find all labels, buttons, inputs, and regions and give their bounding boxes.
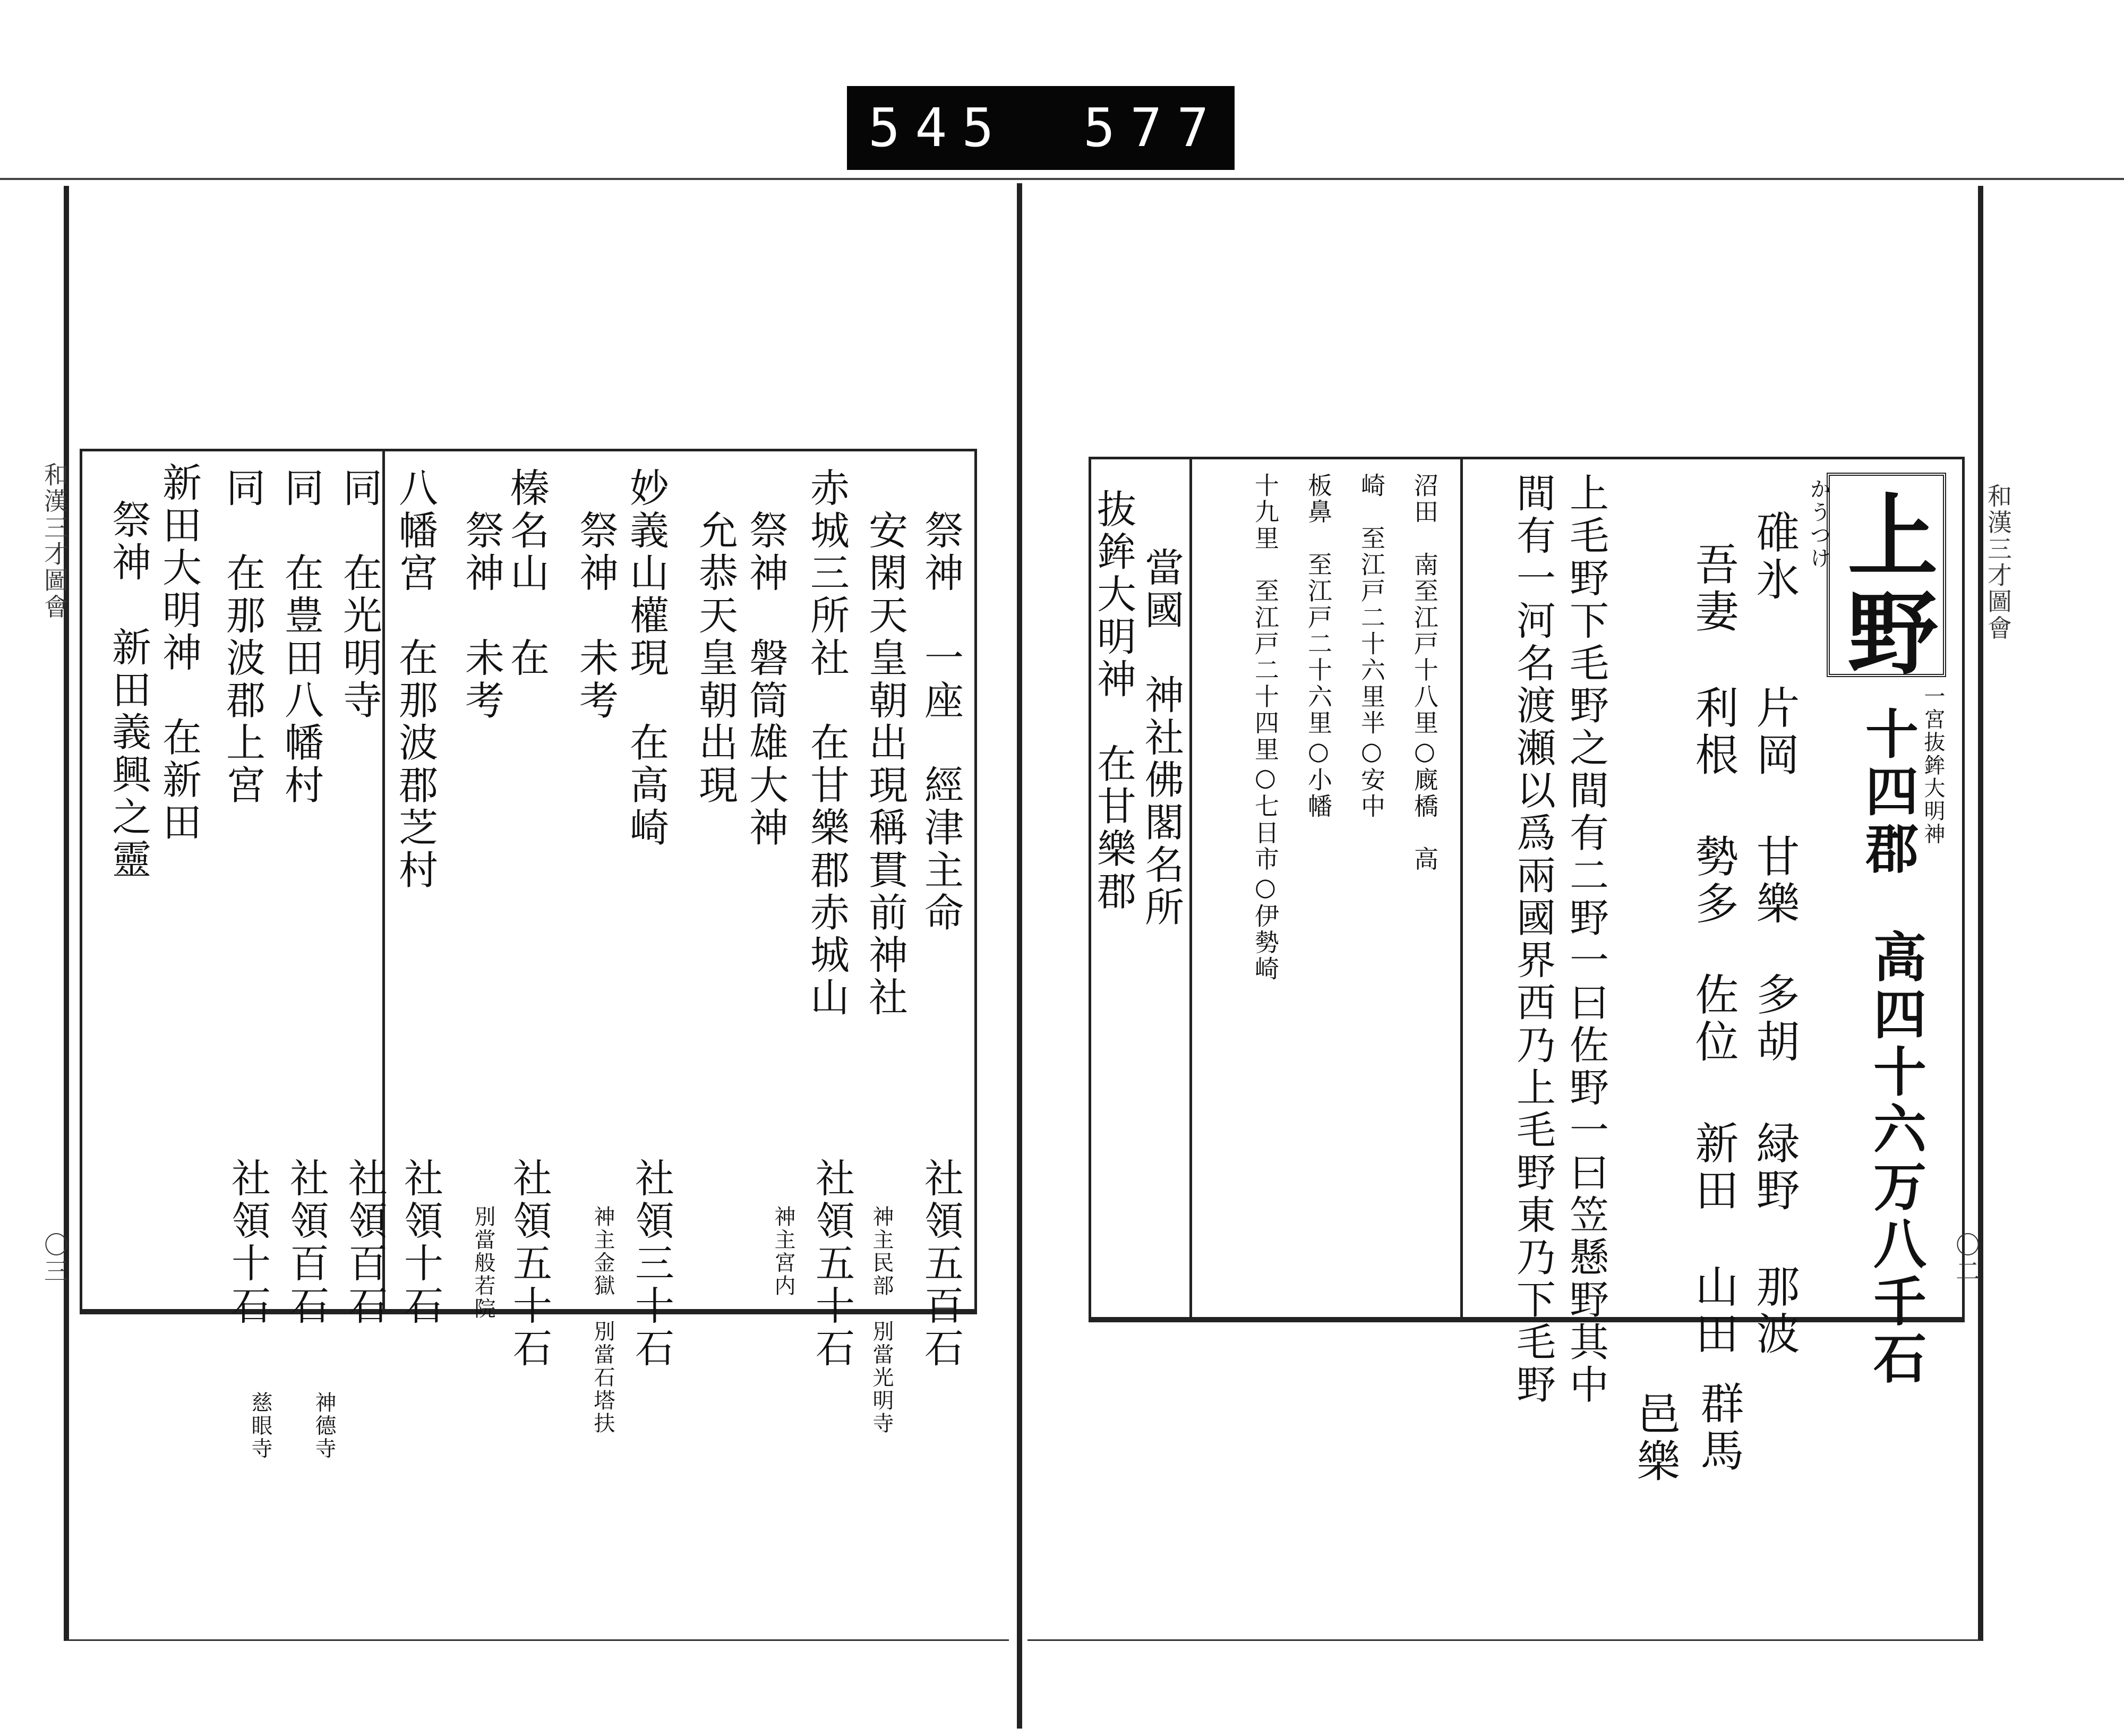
province-yield: 高四十六万八千石 <box>1864 929 1927 1388</box>
left-entry-main-2: 安閑天皇朝出現稱貫前神社 <box>862 510 908 1020</box>
left-entry-main-14: 新田大明神 在新田 <box>156 462 202 844</box>
left-entry-sub-11: 社領百石 <box>342 1158 388 1328</box>
left-entry-note-3: 神主宮内 <box>771 1205 795 1297</box>
left-entry-main-4: 祭神 磐筒雄大神 <box>743 510 789 850</box>
county-4: 多胡 <box>1749 972 1800 1066</box>
county-12: 山田 <box>1688 1264 1738 1358</box>
left-entry-sub-8: 社領五十石 <box>507 1158 552 1370</box>
ref-number-left: 545 <box>868 97 1009 159</box>
county-8: 利根 <box>1688 685 1738 780</box>
left-entry-main-3: 赤城三所社 在甘樂郡赤城山 <box>804 467 850 1019</box>
county-6: 那波 <box>1749 1264 1800 1358</box>
distance-line-4: 十九里 至江戸二十四里○七日市○伊勢崎 <box>1251 473 1280 982</box>
left-margin-title: 和漢三才圖會 <box>40 462 69 621</box>
right-margin-page: 〇二 <box>1952 1232 1981 1285</box>
left-entry-main-9: 祭神 未考 <box>459 510 504 722</box>
left-entry-main-6: 妙義山權現 在高崎 <box>623 467 669 850</box>
county-9: 勢多 <box>1688 834 1738 928</box>
right-margin-title: 和漢三才圖會 <box>1984 483 2012 642</box>
left-entry-main-10: 八幡宮 在那波郡芝村 <box>392 467 438 892</box>
left-entry-sub-6: 社領三十石 <box>629 1158 674 1370</box>
county-14: 群馬 <box>1693 1381 1744 1475</box>
left-entry-note-8: 別當般若院 <box>471 1205 495 1320</box>
county-3: 甘樂 <box>1749 834 1800 928</box>
right-divider-temples <box>1189 457 1192 1320</box>
distance-line-2: 崎 至江戸二十六里半○安中 <box>1357 473 1386 820</box>
county-13: 邑樂 <box>1630 1391 1680 1486</box>
left-entry-main-7: 祭神 未考 <box>573 510 619 722</box>
left-entry-sub-13: 社領十石 <box>225 1158 271 1328</box>
distance-line-1: 沼田 南至江戸十八里○廐橋 高 <box>1410 473 1439 873</box>
temples-heading: 當國 神社佛閣名所 <box>1138 547 1184 929</box>
county-7: 吾妻 <box>1688 542 1738 636</box>
left-entry-sub-1: 社領五百石 <box>918 1158 964 1370</box>
left-entry-main-8: 榛名山 在 <box>504 467 550 680</box>
left-entry-main-11: 同 在光明寺 <box>337 467 382 722</box>
distance-line-3: 板鼻 至江戸二十六里○小幡 <box>1304 473 1333 820</box>
right-divider-distances <box>1460 457 1463 1320</box>
description-line-1: 上毛野下毛野之間有二野一曰佐野一曰笠懸野其中 <box>1563 473 1609 1407</box>
left-entry-main-13: 同 在那波郡上宮 <box>220 467 266 807</box>
left-entry-note-1: 神主民部 別當光明寺 <box>869 1205 894 1435</box>
left-entry-sub-10: 社領十石 <box>398 1158 443 1328</box>
county-1: 碓氷 <box>1749 510 1800 604</box>
left-margin-page: 〇三 <box>40 1232 69 1285</box>
county-11: 新田 <box>1688 1121 1738 1215</box>
left-entry-note-12: 神德寺 <box>312 1391 336 1460</box>
province-kana: かうつけ <box>1806 478 1831 570</box>
book-gutter <box>1017 183 1022 1729</box>
reference-number-strip <box>847 86 1271 170</box>
temple-1: 抜鉾大明神 在甘樂郡 <box>1091 489 1136 913</box>
left-entry-sub-12: 社領百石 <box>284 1158 329 1328</box>
ref-number-right: 577. <box>1083 97 1271 159</box>
county-10: 佐位 <box>1688 972 1738 1066</box>
left-entry-main-12: 同 在豊田八幡村 <box>278 467 324 807</box>
county-2: 片岡 <box>1749 685 1800 780</box>
top-edge-line <box>0 178 2124 180</box>
counties-count: 十四郡 <box>1856 706 1919 878</box>
left-entry-main-1: 祭神 一座 經津主命 <box>918 510 964 935</box>
left-entry-main-5: 允恭天皇朝出現 <box>692 510 738 807</box>
description-line-2: 間有一河名渡瀬以爲兩國界西乃上毛野東乃下毛野 <box>1510 473 1556 1407</box>
left-entry-sub-3: 社領五十石 <box>809 1158 855 1370</box>
left-entry-main-15: 祭神 新田義興之靈 <box>106 499 151 882</box>
province-name: 上野 <box>1832 489 1938 684</box>
left-entry-note-6: 神主金獄 別當石塔扶 <box>590 1205 615 1435</box>
ichinomiya: 一宮抜鉾大明神 <box>1921 685 1945 846</box>
county-5: 緑野 <box>1749 1121 1800 1215</box>
left-entry-note-13: 慈眼寺 <box>248 1391 272 1460</box>
